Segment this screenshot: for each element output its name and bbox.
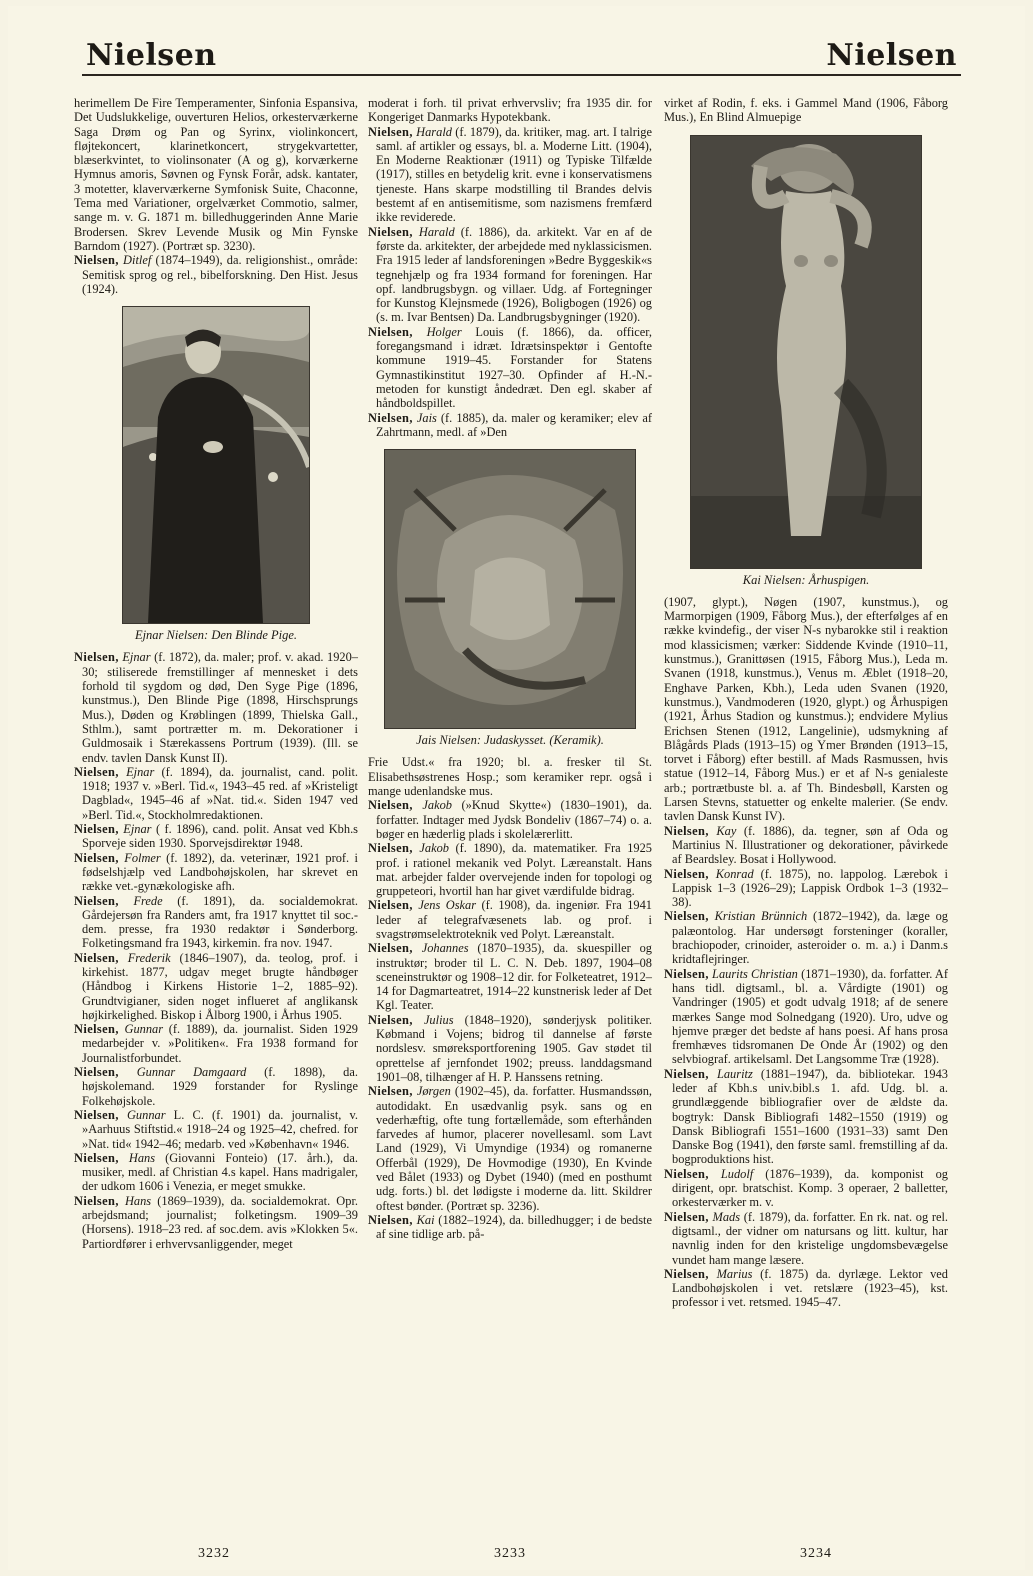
- entry-list-top: [368, 125, 652, 440]
- entry: Nielsen, Harald (f. 1886), da. arkitekt. Var en af de første da. arkitekter, der arbejdede med nyklassicismen. Fra 1915 leder af landsforeningen »Bedre Byggeskik«s tegnehjælp og fra 1934 formand for foreningen. Har opf. landbrugsbygn. og villaer. Udg. af Fortegninger for Kunstog Klejnsmede (1926), Boligbogen (1926) og (s. m. Ivar Bentsen) Da. Landbrugsbygninger (1920).: [368, 224, 652, 325]
- entry: Nielsen, Ejnar ( f. 1896), cand. polit. Ansat ved Kbh.s Sporveje siden 1930. Sporvejsdirektør 1948.: [74, 822, 358, 851]
- figure-caption: Kai Nielsen: Århuspigen.: [742, 572, 870, 587]
- figure-blinde-pige: [74, 306, 358, 642]
- entry: Nielsen, Ejnar (f. 1894), da. journalist, cand. polit. 1918; 1937 v. »Berl. Tid.«, 1943–45 red. af »Kristeligt Dagblad«, 1945–46 af »Nat. tid.«. Siden 1947 ved »Berl. Tid.«, Stockholmredaktionen.: [74, 764, 358, 822]
- entry: Nielsen, Jakob (»Knud Skytte«) (1830–1901), da. forfatter. Indtager med Jydsk Bondeliv (1867–74) o. a. bøger en hæderlig plads i skolelærerlitt.: [368, 798, 652, 841]
- entry-list: [74, 650, 358, 1250]
- ceramic-image: [384, 449, 636, 729]
- entry: Nielsen, Gunnar (f. 1889), da. journalist. Siden 1929 medarbejder v. »Politiken«. Fra 1938 formand for Journalistforbundet.: [74, 1022, 358, 1065]
- entry: Nielsen, Frederik (1846–1907), da. teolog, prof. i kirkehist. 1877, udgav meget brugte håndbøger (Håndbog i Kirkens Historie 1–2, 1885–92). Grundtvigianer, siden noget influeret af anglikansk højkirkelighed. Biskop i Ålborg 1900, i Århus 1905.: [74, 950, 358, 1022]
- entry: Nielsen, Frede (f. 1891), da. socialdemokrat. Gårdejersøn fra Randers amt, fra 1917 knyttet til soc.-dem. presse, fra 1930 redaktør i Sønderborg. Folketingsmand fra 1943, kirkemin. fra nov. 1947.: [74, 893, 358, 951]
- painting-image: [122, 306, 310, 624]
- running-head-right: Nielsen: [826, 38, 957, 73]
- entry: Nielsen, Jørgen (1902–45), da. forfatter. Husmandssøn, autodidakt. En usædvanlig psyk. sans og en vederhæftig, ofte tung fortællemåde, som efterhånden farvedes af humor, placerer novellesaml. som Lavt Land (1929), Vi Umyndige (1934) og romanerne Offerbål (1929), De Hovmodige (1930), En Kvinde ved Bålet (1933) og Dybet (1940) (med en posthumt udg. forts.) bl. det lødigste i moderne da. litt. Skildrer oftest bønder. (Portræt sp. 3236).: [368, 1084, 652, 1213]
- entry: Nielsen, Mads (f. 1879), da. forfatter. En rk. nat. og rel. digtsaml., der vidner om natursans og litt. kultur, har navnlig inden for den kristelige ungdomsbevægelse vundet ham mange læsere.: [664, 1209, 948, 1267]
- entry: Nielsen, Jais (f. 1885), da. maler og keramiker; elev af Zahrtmann, medl. af »Den: [368, 410, 652, 439]
- entry: Nielsen, Harald (f. 1879), da. kritiker, mag. art. I talrige saml. af artikler og essays, bl. a. Moderne Litt. (1904), En Moderne Reaktionær (1911) og Typiske Tilfælde (1917), stilles en betydelig krit. evne i konservatismens tjeneste. Hans skarpe modstilling til Brandes delvis bestemt af en antisemitisme, som nazismens fremfærd ikke reviderede.: [368, 124, 652, 225]
- figure-caption: Jais Nielsen: Judaskysset. (Keramik).: [416, 733, 604, 748]
- entry: Nielsen, Jens Oskar (f. 1908), da. ingeniør. Fra 1941 leder af telegrafvæsenets lab. og prof. i svagstrømselektroteknik ved Polyt. Læreanstalt.: [368, 898, 652, 941]
- entry: Nielsen, Johannes (1870–1935), da. skuespiller og instruktør; broder til L. C. N. Deb. 1897, 1904–08 sceneinstruktør og 1908–12 dir. for Folketeatret, 1912–14 for Dagmarteatret, 1914–22 kunstnerisk leder af Det Kgl. Teater.: [368, 941, 652, 1013]
- running-head-left: Nielsen: [86, 38, 217, 73]
- entry: Nielsen, Hans (Giovanni Fonteio) (17. årh.), da. musiker, medl. af Christian 4.s kapel. Hans madrigaler, der udkom 1606 i Venezia, er meget smukke.: [74, 1150, 358, 1194]
- entry: Nielsen, Marius (f. 1875) da. dyrlæge. Lektor ved Landbohøjskolen i vet. retslære (1923–45), kst. professor i vet. retsmed. 1945–47.: [664, 1266, 948, 1310]
- continuation-text: virket af Rodin, f. eks. i Gammel Mand (1906, Fåborg Mus.), En Blind Almuepige: [664, 96, 948, 125]
- continuation-text: herimellem De Fire Temperamenter, Sinfonia Espansiva, Det Uudslukkelige, ouverturen Helios, orkesterværkerne Saga Drøm og Pan og Syrinx, violinkoncert, fløjtekoncert, klarinetkoncert, strygekvartetter, blæserkvintet, to violinsonater (A og g), korværkerne Hymnus amoris, Søvnen og Fynsk Forår, adsk. kantater, 3 motetter, klaverværkerne Symfonisk Suite, Chaconne, Tema med Variationer, orgelværket Commotio, salmer, sange m. v. G. 1871 m. billedhuggerinden Anne Marie Brodersen. Skrev Levende Musik og Min Fynske Barndom (1927). (Portræt sp. 3230).: [74, 96, 358, 253]
- figure-caption: Ejnar Nielsen: Den Blinde Pige.: [134, 628, 298, 643]
- entry-list: [664, 824, 948, 1310]
- entry: Nielsen, Ditlef (1874–1949), da. religionshist., område: Semitisk sprog og rel., bibelforskning. Den Hist. Jesus (1924).: [74, 253, 358, 296]
- page-number-1: 3232: [198, 1546, 230, 1561]
- continuation-text: moderat i forh. til privat erhvervsliv; fra 1935 dir. for Kongeriget Danmarks Hypotekbank.: [368, 96, 652, 125]
- sculpture-image: [690, 135, 922, 569]
- page-number-3: 3234: [800, 1546, 832, 1561]
- entry: Nielsen, Gunnar L. C. (f. 1901) da. journalist, v. »Aarhuus Stiftstid.« 1918–24 og 1925–42, chefred. for »Nat. tid« 1942–46; medarb. ved »København« 1946.: [74, 1107, 358, 1151]
- column-1: [74, 96, 358, 1251]
- column-2: [368, 96, 652, 1242]
- figure-aarhuspigen: [664, 135, 948, 587]
- continuation-text: (1907, glypt.), Nøgen (1907, kunstmus.), og Marmorpigen (1909, Fåborg Mus.), der efterfølges af en række kvindefig., der viser N-s nybarokke stil i reaktion mod klassicismen; værker: Siddende Kvinde (1910–11, kunstmus.), Granittøsen (1915, Fåborg Mus.), Leda m. Svanen (1918, kunstmus.), Venus m. Æblet (1918–20, Enghave Parken, Kbh.), Leda uden Svanen (1920, kunstmus.), Vandmoderen (1920, glypt.) og Århuspigen (1921, Århus Stadion og kunstmus.); endvidere Mylius Erichsen Stenen (1912, Langelinie), udsmykning af Blågårds Plads (1913–15) og Ymer Brønden (1913–15, torvet i Fåborg) efter bestill. af Mads Rasmussen, hvis statue (1912–14, Fåborg Mus.) er et af N-s genialeste arb.; portrætbuste bl. a. af Th. Bindesbøll, Karsten og Larsen Stevns, statuetter og enkelte malerier. (Se endv. tavlen Dansk Kunst IV).: [664, 594, 948, 824]
- continuation-text: Frie Udst.« fra 1920; bl. a. fresker til St. Elisabethsøstrenes Hosp.; som keramiker repr. også i mange udenlandske mus.: [368, 755, 652, 799]
- header-rule: [82, 74, 961, 76]
- entry: Nielsen, Gunnar Damgaard (f. 1898), da. højskolemand. 1929 forstander for Ryslinge Folkehøjskole.: [74, 1065, 358, 1108]
- entry: Nielsen, Ejnar (f. 1872), da. maler; prof. v. akad. 1920–30; stiliserede fremstillinger af mennesket i dets forhold til sygdom og død, Den Syge Pige (1896, kunstmus.), Den Blinde Pige (1898, Hirschsprungs Mus.), Døden og Krøblingen (1899, Thielska Gall., Sthlm.), samt portrætter m. m. Dekorationer i Guldmosaik i Stærekassens Portrum (1939). (Ill. se endv. tavlen Dansk Kunst II).: [74, 650, 358, 765]
- entry: Nielsen, Laurits Christian (1871–1930), da. forfatter. Af hans tidl. digtsaml., bl. a. Vårdigte (1901) og Vandringer (1905) et godt udvalg 1918; af de senere mærkes Sange mod Solnedgang (1920). Uro, udve og hjemve præger det bedste af hans poesi. Af hans prosa fremhæves tidsromanen De Onde År (1902) og den selvbiograf. artikelsaml. Det Langsomme Træ (1928).: [664, 966, 948, 1067]
- entry: Nielsen, Ludolf (1876–1939), da. komponist og dirigent, opr. bratschist. Komp. 3 operaer, 2 balletter, orkesterværker m. v.: [664, 1166, 948, 1210]
- page-number-2: 3233: [494, 1546, 526, 1561]
- figure-judaskysset: [368, 449, 652, 747]
- entry: Nielsen, Kristian Brünnich (1872–1942), da. læge og palæontolog. Har undersøgt forsteninger (koraller, brachiopoder, crinoider, asteroider o. m. a.) i Danm.s kridtaflejringer.: [664, 909, 948, 967]
- entry: Nielsen, Kai (1882–1924), da. billedhugger; i de bedste af sine tidlige arb. på-: [368, 1212, 652, 1242]
- entry: Nielsen, Hans (1869–1939), da. socialdemokrat. Opr. arbejdsmand; journalist; folketingsm. 1909–39 (Horsens). 1918–23 red. af soc.dem. avis »Klokken 5«. Partiordfører i erhvervsanliggender, meget: [74, 1193, 358, 1251]
- entry-list-top: [74, 253, 358, 296]
- entry: Nielsen, Folmer (f. 1892), da. veterinær, 1921 prof. i fødselshjælp ved Landbohøjskolen, har skrevet en række vet.-gynækologiske afh.: [74, 850, 358, 894]
- entry: Nielsen, Konrad (f. 1875), no. lappolog. Lærebok i Lappisk 1–3 (1926–29); Lappisk Ordbok 1–3 (1932–38).: [664, 866, 948, 910]
- entry: Nielsen, Kay (f. 1886), da. tegner, søn af Oda og Martinius N. Illustrationer og dekorationer, påvirkede af Beardsley. Bosat i Hollywood.: [664, 823, 948, 867]
- entry: Nielsen, Julius (1848–1920), sønderjysk politiker. Købmand i Vojens; bidrog til dannelse af første nordslesv. smøreksportforening 1905. Gav stødet til oprettelse af jernfondet 1902; preuss. landdagsmand 1901–08, tilhænger af H. P. Hanssens retning.: [368, 1012, 652, 1084]
- column-3: [664, 96, 948, 1310]
- entry: Nielsen, Lauritz (1881–1947), da. bibliotekar. 1943 leder af Kbh.s univ.bibl.s 1. afd. Udg. bl. a. grundlæggende bibliografier over de ældste da. bogtryk: Dansk Bibliografi 1482–1550 (1919) og Dansk Bibliografi 1551–1600 (1931–33) samt Den Danske Bog (1941), den første saml. fremstilling af da. bogproduktions hist.: [664, 1066, 948, 1167]
- entry-list: [368, 798, 652, 1241]
- entry: Nielsen, Jakob (f. 1890), da. matematiker. Fra 1925 prof. i rationel mekanik ved Polyt. Læreanstalt. Hans mat. arbejder falder overvejende inden for topologi og gruppeteori, hvortil han har givet værdifulde bidrag.: [368, 841, 652, 899]
- entry: Nielsen, Holger Louis (f. 1866), da. officer, foregangsmand i idræt. Idrætsinspektør i Gentofte kommune 1919–45. Forstander for Statens Gymnastikinstitut 1927–30. Opfinder af H.-N.-metoden for kunstigt åndedræt. Den egl. skaber af håndboldspillet.: [368, 324, 652, 411]
